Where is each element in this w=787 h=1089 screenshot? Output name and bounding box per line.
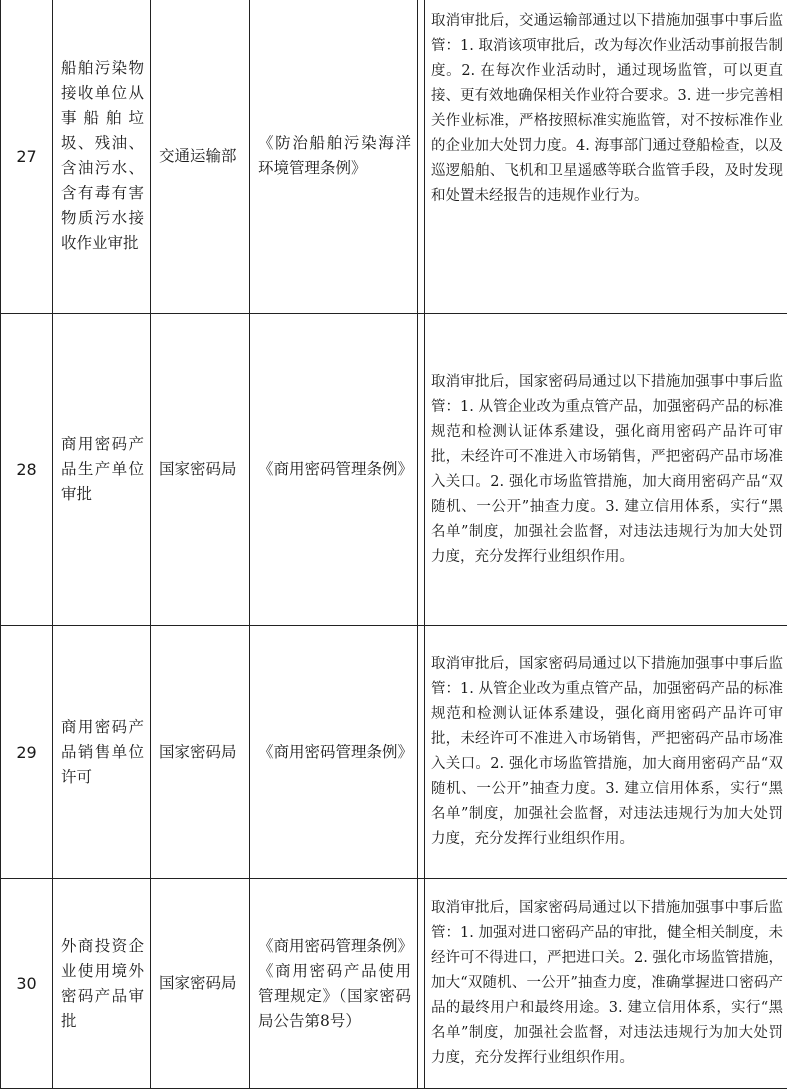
- row-number: 27: [1, 0, 53, 314]
- row-number: 29: [1, 626, 53, 879]
- column-divider: [418, 626, 425, 879]
- supervision-measures: 取消审批后，国家密码局通过以下措施加强事中事后监管：1. 从管企业改为重点管产品，加强密码产品的标准规范和检测认证体系建设，强化商用密码产品许可审批，未经许可不准进入市场销售，严把密码产品市场准入关口。2. 强化市场监管措施，加大商用密码产品“双随机、一公开”抽查力度。3. 建立信用体系，实行“黑名单”制度，加强社会监督，对违法违规行为加大处罚力度，充分发挥行业组织作用。: [425, 626, 787, 879]
- item-name: 外商投资企业使用境外密码产品审批: [53, 879, 151, 1089]
- column-divider: [418, 314, 425, 626]
- supervision-measures: 取消审批后，国家密码局通过以下措施加强事中事后监管：1. 从管企业改为重点管产品，加强密码产品的标准规范和检测认证体系建设，强化商用密码产品许可审批，未经许可不准进入市场销售，严把密码产品市场准入关口。2. 强化市场监管措施，加大商用密码产品“双随机、一公开”抽查力度。3. 建立信用体系，实行“黑名单”制度，加强社会监督，对违法违规行为加大处罚力度，充分发挥行业组织作用。: [425, 314, 787, 626]
- table-row-29: [1, 626, 787, 879]
- legal-basis: [250, 626, 418, 879]
- row-number: 28: [1, 314, 53, 626]
- department: 国家密码局: [151, 314, 250, 626]
- legal-basis: [250, 879, 418, 1089]
- item-name: 船舶污染物接收单位从事船舶垃圾、残油、含油污水、含有毒有害物质污水接收作业审批: [53, 0, 151, 314]
- legal-basis-line: 《商用密码管理条例》: [258, 740, 411, 765]
- department: 交通运输部: [151, 0, 250, 314]
- table-row-30: [1, 879, 787, 1089]
- row-number: 30: [1, 879, 53, 1089]
- legal-basis-line: 《商用密码产品使用管理规定》（国家密码局公告第8号）: [258, 959, 411, 1034]
- column-divider: [418, 0, 425, 314]
- legal-basis: [250, 0, 418, 314]
- department: 国家密码局: [151, 879, 250, 1089]
- legal-basis-line: 《商用密码管理条例》: [258, 457, 411, 482]
- legal-basis-line: 《商用密码管理条例》: [258, 934, 411, 959]
- legal-basis-line: 《防治船舶污染海洋环境管理条例》: [258, 131, 411, 181]
- supervision-measures: 取消审批后，交通运输部通过以下措施加强事中事后监管：1. 取消该项审批后，改为每次作业活动事前报告制度。2. 在每次作业活动时，通过现场监管，可以更直接、更有效地确保相关作业符合要求。3. 进一步完善相关作业标准，严格按照标准实施监管，对不按标准作业的企业加大处罚力度。4. 海事部门通过登船检查，以及巡逻船舶、飞机和卫星遥感等联合监管手段，及时发现和处置未经报告的违规作业行为。: [425, 0, 787, 314]
- legal-basis: [250, 314, 418, 626]
- table-row-28: [1, 314, 787, 626]
- table-row-27: [1, 0, 787, 314]
- supervision-measures: 取消审批后，国家密码局通过以下措施加强事中事后监管：1. 加强对进口密码产品的审批，健全相关制度，未经许可不得进口，严把进口关。2. 强化市场监管措施，加大“双随机、一公开”抽查力度，准确掌握进口密码产品的最终用户和最终用途。3. 建立信用体系，实行“黑名单”制度，加强社会监督，对违法违规行为加大处罚力度，充分发挥行业组织作用。: [425, 879, 787, 1089]
- item-name: 商用密码产品销售单位许可: [53, 626, 151, 879]
- department: 国家密码局: [151, 626, 250, 879]
- item-name: 商用密码产品生产单位审批: [53, 314, 151, 626]
- column-divider: [418, 879, 425, 1089]
